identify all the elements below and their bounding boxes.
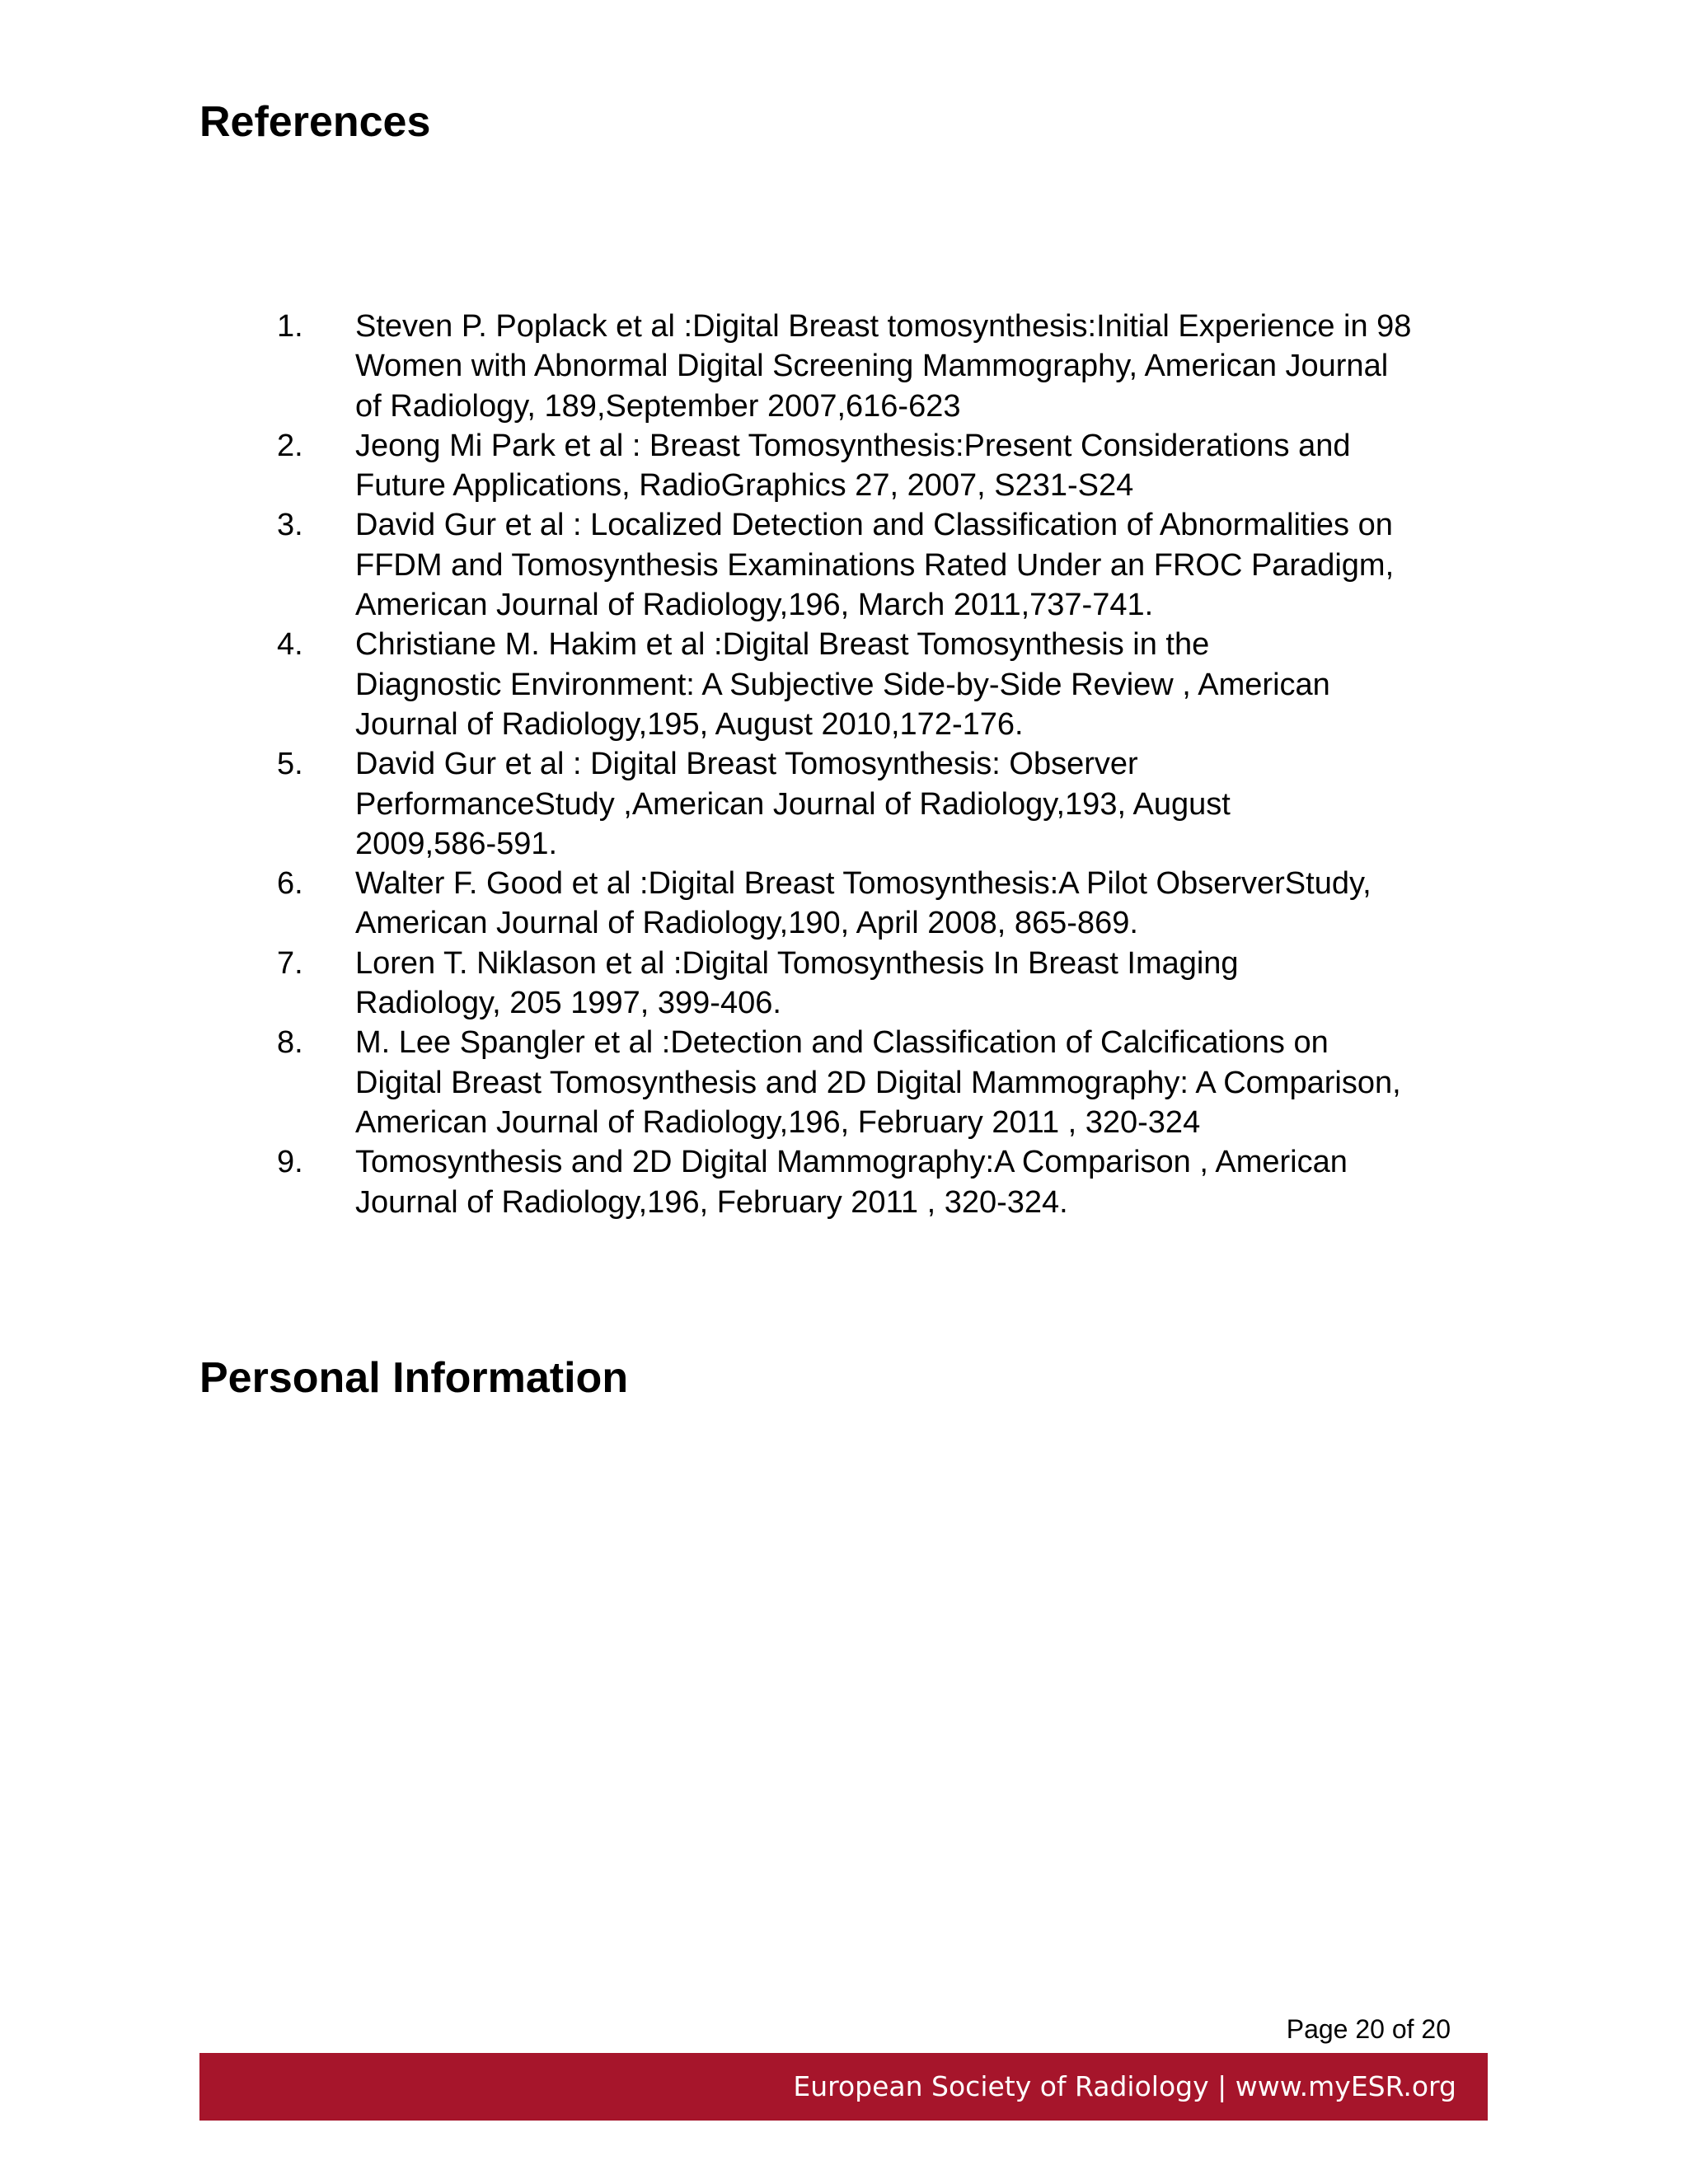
reference-text-line: M. Lee Spangler et al :Detection and Classification of Calcifications on (355, 1025, 1329, 1061)
reference-text-line: David Gur et al : Localized Detection and Classification of Abnormalities on (355, 508, 1393, 543)
reference-text-line: Walter F. Good et al :Digital Breast Tomosynthesis:A Pilot ObserverStudy, (355, 866, 1372, 902)
reference-text-line: American Journal of Radiology,196, March 2011,737-741. (355, 588, 1154, 623)
reference-number: 8. (277, 1025, 303, 1061)
reference-text-line: David Gur et al : Digital Breast Tomosynthesis: Observer (355, 747, 1138, 782)
page-number: Page 20 of 20 (1286, 2014, 1451, 2044)
reference-number: 7. (277, 945, 303, 981)
reference-item (0, 505, 1688, 625)
reference-item (0, 1023, 1688, 1142)
reference-number: 4. (277, 627, 303, 663)
reference-text-line: Journal of Radiology,195, August 2010,172-176. (355, 706, 1024, 742)
reference-text (355, 944, 1486, 1024)
reference-number: 2. (277, 428, 303, 463)
reference-item (0, 307, 1688, 426)
reference-item (0, 744, 1688, 864)
reference-text-line: American Journal of Radiology,196, February 2011 , 320-324 (355, 1104, 1201, 1140)
footer-org-text: European Society of Radiology | www.myESR.org (793, 2070, 1456, 2102)
reference-text (355, 307, 1486, 426)
reference-text (355, 625, 1486, 744)
reference-text-line: Radiology, 205 1997, 399-406. (355, 986, 781, 1021)
reference-item (0, 1142, 1688, 1222)
reference-text (355, 505, 1486, 625)
reference-number: 3. (277, 508, 303, 543)
reference-text-line: Tomosynthesis and 2D Digital Mammography:A Comparison , American (355, 1145, 1348, 1180)
reference-text (355, 864, 1486, 944)
reference-text-line: American Journal of Radiology,190, April 2008, 865-869. (355, 906, 1138, 941)
reference-text-line: Journal of Radiology,196, February 2011 , 320-324. (355, 1184, 1068, 1220)
reference-text-line: Christiane M. Hakim et al :Digital Breast Tomosynthesis in the (355, 627, 1210, 663)
footer-bar (199, 2053, 1488, 2121)
reference-number: 6. (277, 866, 303, 902)
reference-text (355, 426, 1486, 506)
reference-text-line: Digital Breast Tomosynthesis and 2D Digital Mammography: A Comparison, (355, 1065, 1401, 1100)
reference-text (355, 1142, 1486, 1222)
reference-text-line: PerformanceStudy ,American Journal of Radiology,193, August (355, 786, 1231, 822)
reference-text-line: of Radiology, 189,September 2007,616-623 (355, 388, 961, 424)
personal-information-heading: Personal Information (199, 1354, 629, 1402)
reference-text-line: 2009,586-591. (355, 826, 558, 861)
reference-number: 1. (277, 309, 303, 344)
reference-item (0, 625, 1688, 744)
reference-text-line: Loren T. Niklason et al :Digital Tomosynthesis In Breast Imaging (355, 945, 1239, 981)
reference-list (0, 307, 1688, 1222)
references-heading: References (199, 98, 431, 146)
reference-item (0, 864, 1688, 944)
reference-text (355, 1023, 1486, 1142)
reference-text-line: Diagnostic Environment: A Subjective Side-by-Side Review , American (355, 667, 1330, 702)
reference-text-line: Women with Abnormal Digital Screening Mammography, American Journal (355, 349, 1389, 384)
reference-text-line: Future Applications, RadioGraphics 27, 2007, S231-S24 (355, 468, 1134, 504)
reference-text-line: FFDM and Tomosynthesis Examinations Rated Under an FROC Paradigm, (355, 547, 1395, 583)
reference-number: 5. (277, 747, 303, 782)
reference-item (0, 426, 1688, 506)
reference-text (355, 744, 1486, 864)
reference-text-line: Jeong Mi Park et al : Breast Tomosynthesis:Present Considerations and (355, 428, 1351, 463)
reference-number: 9. (277, 1145, 303, 1180)
reference-text-line: Steven P. Poplack et al :Digital Breast tomosynthesis:Initial Experience in 98 (355, 309, 1412, 344)
reference-item (0, 944, 1688, 1024)
